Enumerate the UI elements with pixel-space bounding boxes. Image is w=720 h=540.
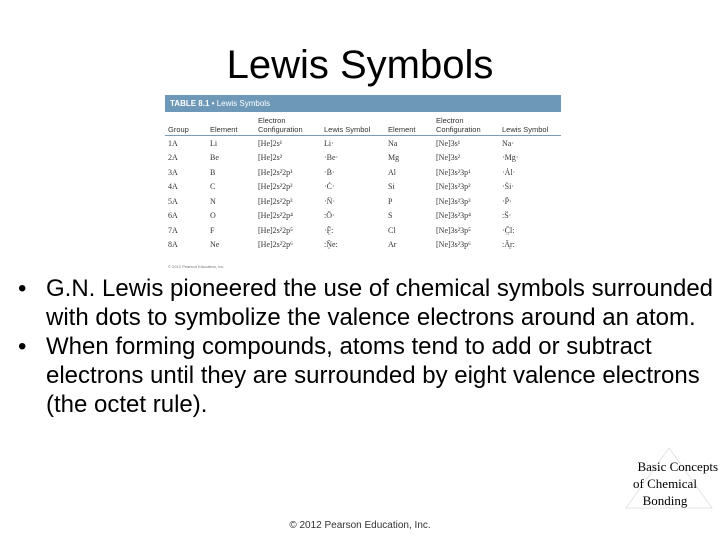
cell-electron-config: [He]2s¹ [258, 138, 283, 148]
bullet-mark: • [18, 275, 27, 302]
table-row [165, 194, 561, 209]
cell-lewis-symbol-2: ·C̤̈l: [502, 225, 515, 235]
table-caption [165, 95, 561, 112]
table-body [165, 136, 561, 253]
header-element-2: Element [385, 112, 433, 136]
cell-electron-config: [He]2s²2p¹ [258, 167, 293, 177]
footer-copyright: © 2012 Pearson Education, Inc. [289, 520, 431, 531]
cell-electron-config: [He]2s²2p⁴ [258, 211, 293, 221]
cell-element-2: Si [388, 182, 395, 192]
table-row [165, 223, 561, 238]
header-electron-config: Electron Configuration [255, 112, 321, 136]
cell-lewis-symbol: Li· [324, 138, 334, 148]
table-row [165, 165, 561, 180]
cell-electron-config-2: [Ne]3s²3p⁶ [436, 240, 471, 250]
table-row [165, 238, 561, 253]
cell-element: B [210, 167, 216, 177]
cell-element-2: Mg [388, 153, 400, 163]
bullet-item-2 [18, 332, 718, 419]
header-element: Element [207, 112, 255, 136]
cell-lewis-symbol-2: ·Ȧl· [502, 167, 516, 177]
cell-electron-config-2: [Ne]3s² [436, 153, 461, 163]
bullet-mark: • [18, 333, 27, 360]
cell-electron-config-2: [Ne]3s²3p² [436, 182, 471, 192]
bullet-item-1 [18, 274, 718, 332]
table-caption-number: TABLE 8.1 [170, 99, 210, 108]
cell-electron-config: [He]2s² [258, 153, 283, 163]
cell-lewis-symbol: ·Ċ· [324, 182, 335, 192]
cell-group: 5A [168, 196, 178, 206]
table-caption-separator: • [211, 99, 215, 108]
cell-electron-config: [He]2s²2p³ [258, 196, 293, 206]
cell-group: 7A [168, 225, 178, 235]
bullet-list [18, 274, 718, 419]
cell-lewis-symbol-2: Na· [502, 138, 514, 148]
bullet-text: When forming compounds, atoms tend to add or subtract electrons until they are surrounded by eight valence electrons (the octet rule). [46, 333, 700, 418]
cell-electron-config-2: [Ne]3s¹ [436, 138, 461, 148]
cell-element-2: Na [388, 138, 398, 148]
cell-group: 1A [168, 138, 178, 148]
cell-electron-config-2: [Ne]3s²3p³ [436, 196, 471, 206]
cell-electron-config: [He]2s²2p⁶ [258, 240, 293, 250]
cell-electron-config-2: [Ne]3s²3p⁴ [436, 211, 471, 221]
corner-label-line-3: Bonding [642, 493, 688, 508]
cell-lewis-symbol-2: ·Ṡi· [502, 182, 514, 192]
cell-electron-config: [He]2s²2p² [258, 182, 293, 192]
cell-electron-config: [He]2s²2p⁵ [258, 225, 293, 235]
cell-element-2: Ar [388, 240, 397, 250]
cell-element: C [210, 182, 216, 192]
cell-group: 2A [168, 153, 178, 163]
cell-group: 3A [168, 167, 178, 177]
cell-element: N [210, 196, 216, 206]
table-row [165, 136, 561, 151]
cell-lewis-symbol-2: :S̈· [502, 211, 512, 221]
chapter-corner-label [612, 458, 718, 509]
cell-electron-config-2: [Ne]3s²3p¹ [436, 167, 471, 177]
cell-element: O [210, 211, 216, 221]
cell-group: 8A [168, 240, 178, 250]
header-group: Group [165, 112, 207, 136]
cell-electron-config-2: [Ne]3s²3p⁵ [436, 225, 471, 235]
table-row [165, 209, 561, 224]
cell-element: Li [210, 138, 218, 148]
cell-lewis-symbol: :Ö· [324, 211, 335, 221]
table-credit: © 2012 Pearson Education, Inc. [168, 264, 225, 269]
corner-label-line-2: of Chemical [633, 476, 697, 491]
lewis-symbols-table-figure [165, 95, 561, 270]
bullet-text: G.N. Lewis pioneered the use of chemical symbols surrounded with dots to symbolize the valence electrons around an atom. [46, 275, 714, 331]
lewis-symbols-table [165, 112, 561, 252]
cell-lewis-symbol: ·F̤̈: [324, 225, 334, 235]
table-row [165, 151, 561, 166]
slide-title: Lewis Symbols [226, 43, 494, 87]
cell-element-2: Al [388, 167, 396, 177]
cell-element: Ne [210, 240, 220, 250]
cell-lewis-symbol: ·N̈· [324, 196, 336, 206]
cell-lewis-symbol: ·Be· [324, 153, 339, 163]
cell-element-2: S [388, 211, 393, 221]
cell-element-2: Cl [388, 225, 396, 235]
header-electron-config-2: Electron Configuration [433, 112, 499, 136]
table-caption-title: Lewis Symbols [216, 99, 271, 108]
cell-element: F [210, 225, 215, 235]
header-lewis-symbol: Lewis Symbol [321, 112, 385, 136]
cell-element: Be [210, 153, 219, 163]
cell-lewis-symbol-2: :Ä̤r: [502, 240, 515, 250]
cell-element-2: P [388, 196, 393, 206]
table-header-row [165, 112, 561, 136]
corner-label-line-1: Basic Concepts [637, 459, 718, 474]
table-row [165, 180, 561, 195]
cell-group: 6A [168, 211, 178, 221]
cell-group: 4A [168, 182, 178, 192]
cell-lewis-symbol: ·Ḃ· [324, 167, 335, 177]
cell-lewis-symbol-2: ·P̈· [502, 196, 512, 206]
header-lewis-symbol-2: Lewis Symbol [499, 112, 561, 136]
cell-lewis-symbol-2: ·Mg· [502, 153, 519, 163]
cell-lewis-symbol: :N̤̈e: [324, 240, 338, 250]
